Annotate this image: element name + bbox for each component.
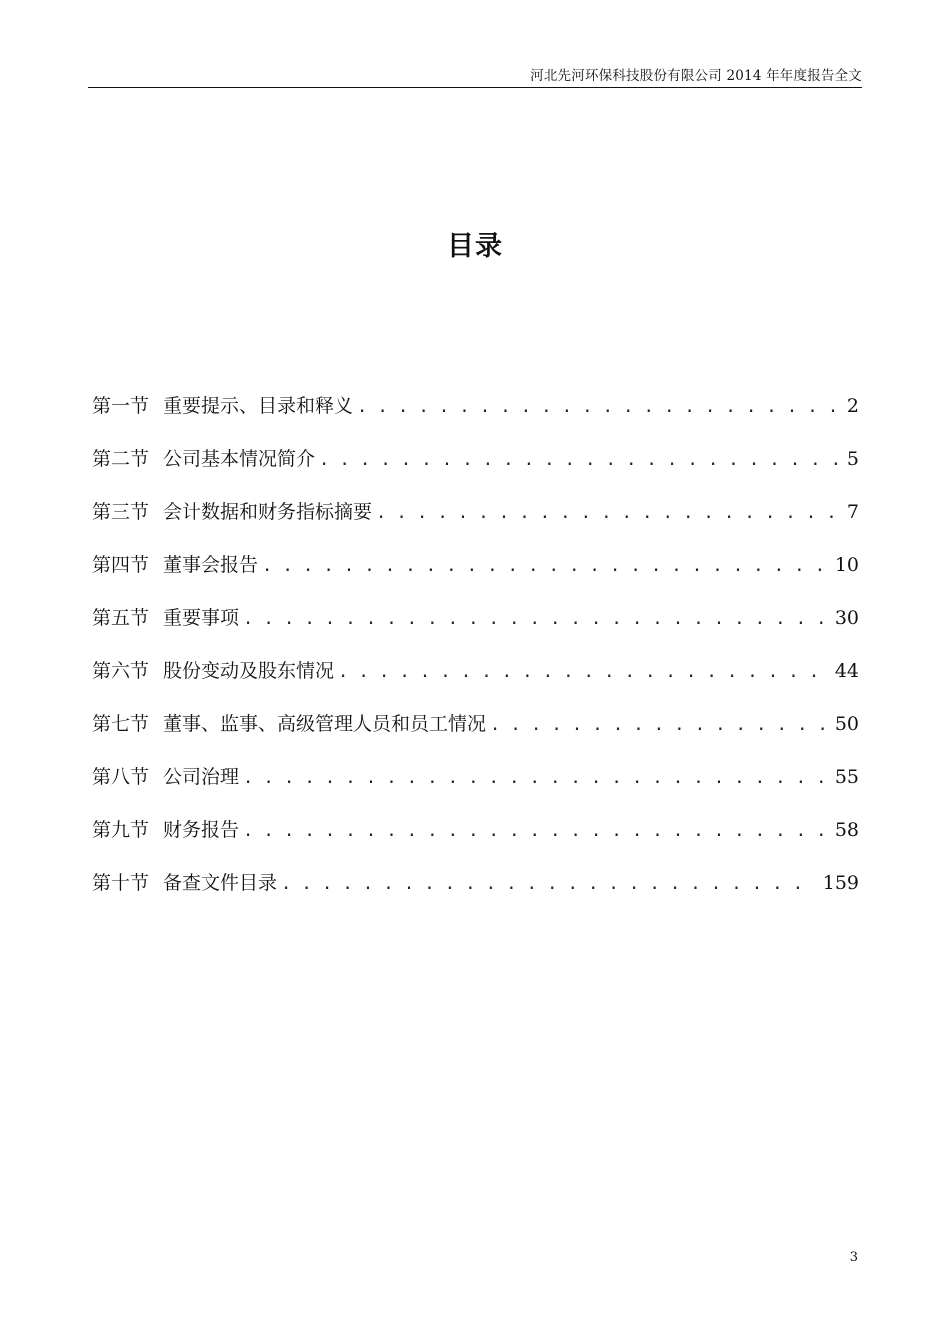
toc-entry[interactable] bbox=[92, 865, 859, 918]
toc-dot-leader bbox=[281, 866, 817, 902]
toc-dot-leader bbox=[243, 760, 829, 796]
toc-entry[interactable] bbox=[92, 547, 859, 600]
header-divider bbox=[88, 87, 862, 88]
toc-page-number: 10 bbox=[834, 554, 859, 576]
toc-entry[interactable] bbox=[92, 706, 859, 759]
toc-entry[interactable] bbox=[92, 441, 859, 494]
toc-dot-leader bbox=[338, 654, 829, 690]
toc-entry[interactable] bbox=[92, 388, 859, 441]
toc-title: 目录 bbox=[447, 231, 503, 262]
toc-section-label: 第六节 bbox=[92, 660, 150, 682]
toc-section-title: 会计数据和财务指标摘要 bbox=[163, 501, 373, 523]
table-of-contents bbox=[92, 388, 859, 918]
toc-dot-leader bbox=[490, 707, 829, 743]
running-header: 河北先河环保科技股份有限公司 2014 年年度报告全文 bbox=[530, 68, 862, 84]
toc-dot-leader bbox=[243, 601, 829, 637]
toc-page-number: 2 bbox=[846, 395, 859, 417]
toc-section-title: 备查文件目录 bbox=[163, 872, 278, 894]
toc-section-label: 第十节 bbox=[92, 872, 150, 894]
toc-section-title: 董事、监事、高级管理人员和员工情况 bbox=[163, 713, 487, 735]
toc-page-number: 50 bbox=[834, 713, 859, 735]
page-number: 3 bbox=[849, 1250, 858, 1265]
toc-section-title: 董事会报告 bbox=[163, 554, 259, 576]
toc-entry[interactable] bbox=[92, 600, 859, 653]
toc-entry[interactable] bbox=[92, 759, 859, 812]
toc-section-title: 重要事项 bbox=[163, 607, 240, 629]
toc-dot-leader bbox=[262, 548, 829, 584]
toc-page-number: 30 bbox=[834, 607, 859, 629]
toc-page-number: 44 bbox=[834, 660, 859, 682]
toc-section-label: 第四节 bbox=[92, 554, 150, 576]
toc-section-label: 第八节 bbox=[92, 766, 150, 788]
toc-section-title: 股份变动及股东情况 bbox=[163, 660, 335, 682]
toc-section-title: 公司治理 bbox=[163, 766, 240, 788]
toc-section-label: 第九节 bbox=[92, 819, 150, 841]
toc-page-number: 5 bbox=[846, 448, 859, 470]
toc-page-number: 7 bbox=[846, 501, 859, 523]
toc-page-number: 55 bbox=[834, 766, 859, 788]
toc-section-title: 公司基本情况简介 bbox=[163, 448, 316, 470]
toc-page-number: 159 bbox=[822, 872, 859, 894]
toc-dot-leader bbox=[243, 813, 829, 849]
toc-section-label: 第五节 bbox=[92, 607, 150, 629]
toc-section-label: 第三节 bbox=[92, 501, 150, 523]
toc-section-title: 重要提示、目录和释义 bbox=[163, 395, 354, 417]
toc-dot-leader bbox=[376, 495, 841, 531]
toc-section-label: 第二节 bbox=[92, 448, 150, 470]
toc-dot-leader bbox=[319, 442, 841, 478]
toc-section-title: 财务报告 bbox=[163, 819, 240, 841]
toc-entry[interactable] bbox=[92, 812, 859, 865]
toc-section-label: 第一节 bbox=[92, 395, 150, 417]
toc-dot-leader bbox=[357, 389, 841, 425]
toc-entry[interactable] bbox=[92, 653, 859, 706]
toc-entry[interactable] bbox=[92, 494, 859, 547]
toc-section-label: 第七节 bbox=[92, 713, 150, 735]
toc-page-number: 58 bbox=[834, 819, 859, 841]
